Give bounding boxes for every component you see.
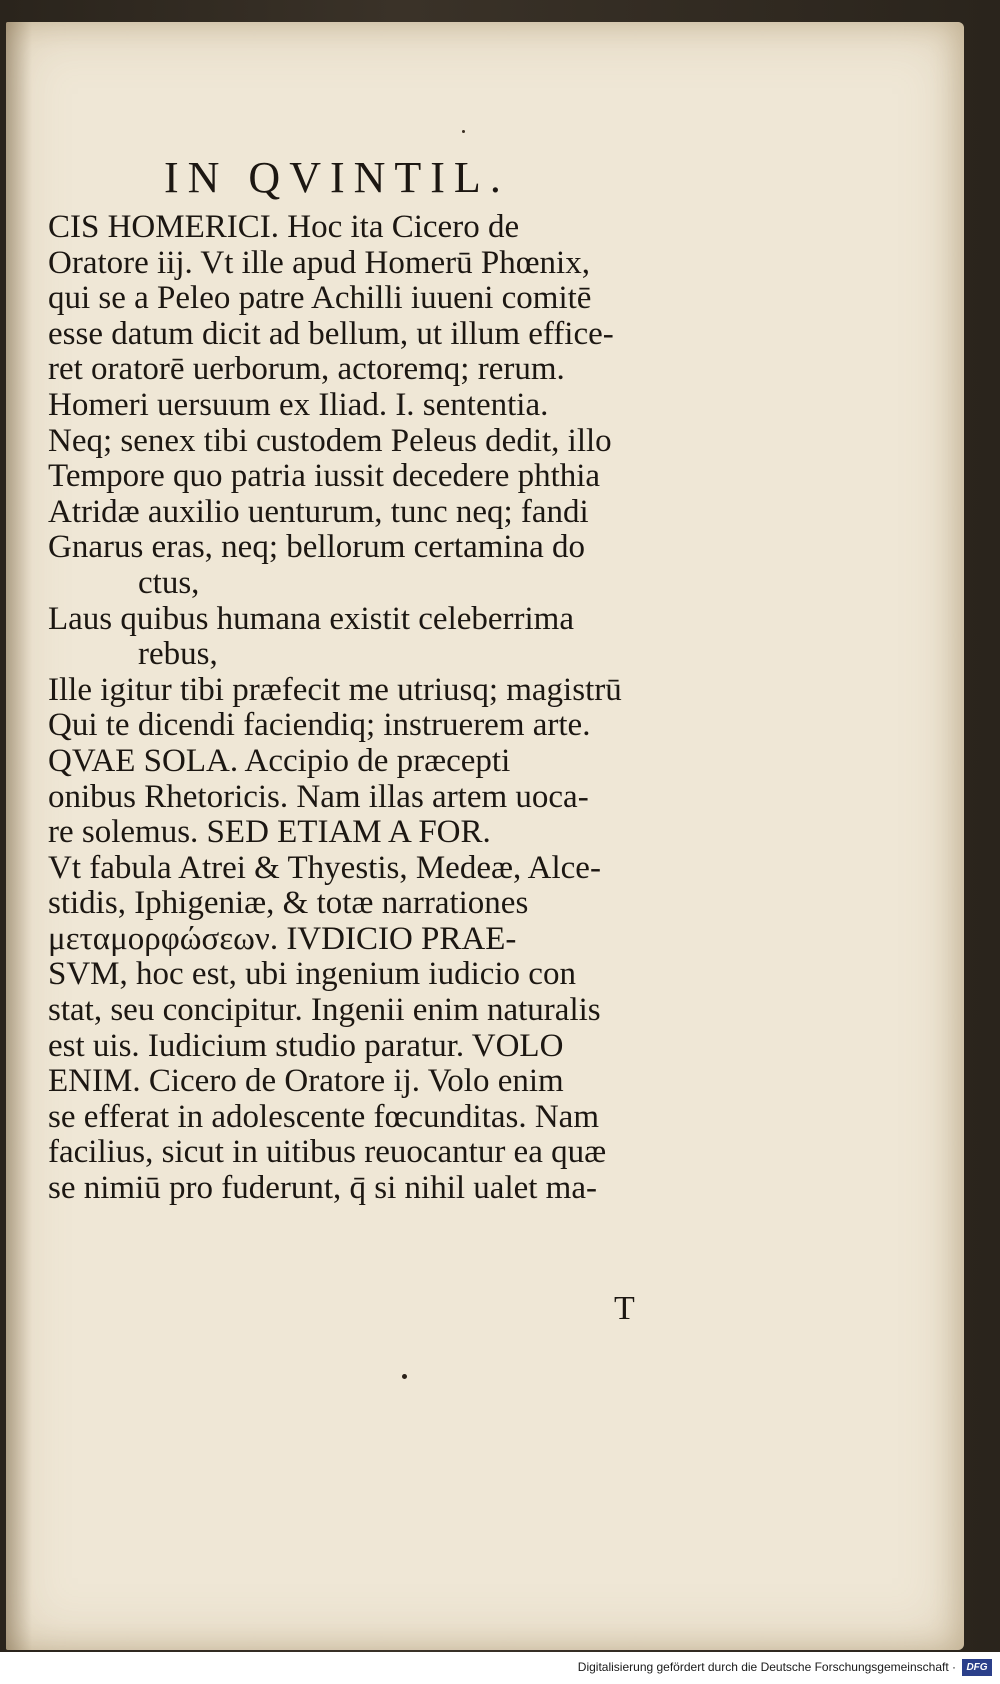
text-line: Homeri uersuum ex Iliad. I. sententia. [48, 386, 549, 423]
text-line: est uis. Iudicium studio paratur. VOLO [48, 1027, 564, 1064]
text-line: Tempore quo patria iussit decedere phthia [48, 458, 601, 495]
text-line: facilius, sicut in uitibus reuocantur ea quæ [48, 1134, 607, 1171]
text-line: ENIM. Cicero de Oratore ij. Volo enim [48, 1063, 564, 1100]
book-page [6, 22, 964, 1650]
dfg-logo: DFG [962, 1659, 992, 1676]
catchword: T [614, 1290, 635, 1327]
text-line: SVM, hoc est, ubi ingenium iudicio con [48, 956, 576, 993]
text-line: rebus, [138, 636, 218, 673]
ink-speck [402, 1374, 407, 1379]
text-line: se nimiū pro fuderunt, q̄ si nihil ualet ma- [48, 1170, 597, 1207]
text-line: ret oratorē uerborum, actoremq; rerum. [48, 351, 565, 388]
text-line: se efferat in adolescente fœcunditas. Nam [48, 1098, 599, 1135]
text-line: Atridæ auxilio uenturum, tunc neq; fandi [48, 493, 589, 530]
text-line: qui se a Peleo patre Achilli iuueni comitē [48, 280, 592, 317]
text-line: stat, seu concipitur. Ingenii enim naturalis [48, 992, 601, 1029]
text-line: QVAE SOLA. Accipio de præcepti [48, 742, 511, 779]
text-line: onibus Rhetoricis. Nam illas artem uoca- [48, 778, 589, 815]
text-line: Ille igitur tibi præfecit me utriusq; magistrū [48, 671, 622, 708]
text-line: Oratore iij. Vt ille apud Homerū Phœnix, [48, 244, 590, 281]
text-line: μεταμορφώσεων. IVDICIO PRAE- [48, 920, 517, 957]
text-line: Qui te dicendi faciendiq; instruerem arte. [48, 707, 591, 744]
text-line: ctus, [138, 564, 200, 601]
text-line: Laus quibus humana existit celeberrima [48, 600, 575, 637]
ink-speck [462, 130, 465, 133]
text-line: stidis, Iphigeniæ, & totæ narrationes [48, 885, 529, 922]
text-line: Gnarus eras, neq; bellorum certamina do [48, 529, 585, 566]
running-head: IN QVINTIL. [164, 153, 510, 202]
text-line: esse datum dicit ad bellum, ut illum effice- [48, 315, 614, 352]
text-line: CIS HOMERICI. Hoc ita Cicero de [48, 209, 520, 245]
body-text [48, 210, 718, 1207]
footer-bar [0, 1652, 1000, 1684]
funding-credit: Digitalisierung gefördert durch die Deutsche Forschungsgemeinschaft · [577, 1660, 956, 1674]
text-line: re solemus. SED ETIAM A FOR. [48, 814, 491, 851]
text-line: Vt fabula Atrei & Thyestis, Medeæ, Alce- [48, 849, 601, 886]
text-line: Neq; senex tibi custodem Peleus dedit, illo [48, 422, 612, 459]
